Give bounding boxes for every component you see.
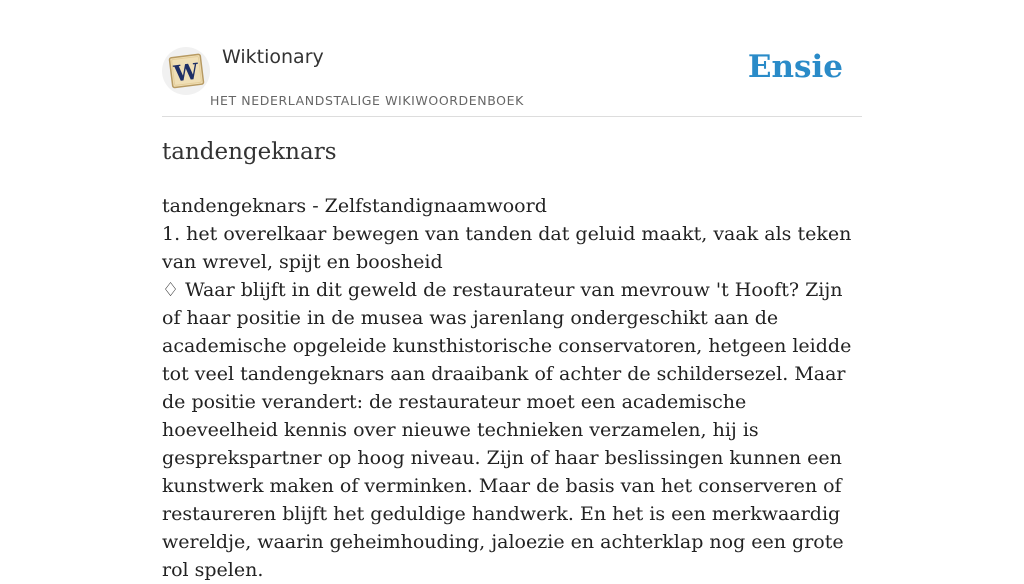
wiktionary-logo-icon[interactable]: [162, 47, 210, 95]
brand-logo-link[interactable]: Ensie: [747, 49, 843, 85]
site-title[interactable]: Wiktionary: [222, 46, 324, 68]
logo-tile-graphic: [162, 47, 210, 95]
site-subtitle: HET NEDERLANDSTALIGE WIKIWOORDENBOEK: [210, 93, 524, 108]
logo-letter: W: [172, 58, 201, 88]
example-sentence: ♢ Waar blijft in dit geweld de restaurateur van mevrouw 't Hooft? Zijn of haar positie in de musea was jarenlang ondergeschikt aan de academische opgeleide kunsthistorische conservatoren, hetgeen leidde tot veel tandengeknars aan draaibank of achter de schildersezel. Maar de positie verandert: de restaurateur moet een academische hoeveelheid kennis over nieuwe technieken verzamelen, hij is gesprekspartner op hoog niveau. Zijn of haar beslissingen kunnen een kunstwerk maken of verminken. Maar de basis van het conserveren of restaureren blijft het geduldige handwerk. En het is een merkwaardig wereldje, waarin geheimhouding, jaloezie en achterklap nog een grote rol spelen.: [162, 279, 852, 581]
page-title: tandengeknars: [162, 139, 337, 165]
site-header: [162, 0, 862, 117]
entry-content: [162, 192, 864, 584]
definition-text: 1. het overelkaar bewegen van tanden dat geluid maakt, vaak als teken van wrevel, spijt en boosheid: [162, 223, 852, 273]
word-type-line: tandengeknars - Zelfstandignaamwoord: [162, 195, 547, 217]
